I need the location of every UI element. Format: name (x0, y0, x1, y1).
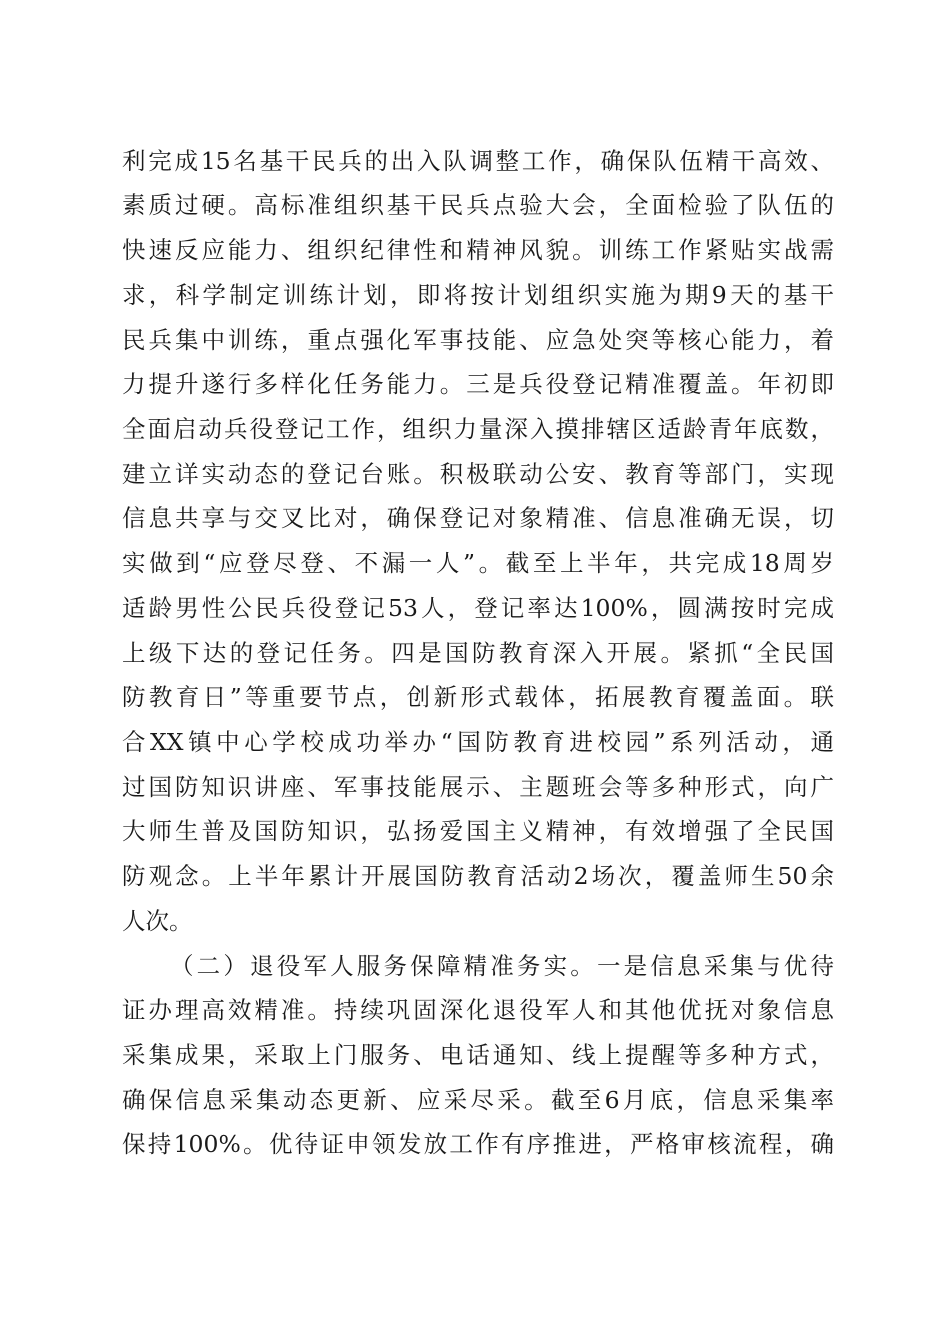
paragraph-line: 大师生普及国防知识，弘扬爱国主义精神，有效增强了全民国 (122, 817, 834, 845)
paragraph-line: 过国防知识讲座、军事技能展示、主题班会等多种形式，向广 (122, 773, 834, 801)
paragraph-line: 素质过硬。高标准组织基干民兵点验大会，全面检验了队伍的 (122, 191, 834, 219)
paragraph-line: 上级下达的登记任务。四是国防教育深入开展。紧抓“全民国 (122, 639, 834, 667)
paragraph-line: 确保信息采集动态更新、应采尽采。截至6月底，信息采集率 (122, 1086, 834, 1114)
paragraph-line: 实做到“应登尽登、不漏一人”。截至上半年，共完成18周岁 (122, 549, 834, 577)
paragraph-line: 力提升遂行多样化任务能力。三是兵役登记精准覆盖。年初即 (122, 370, 834, 398)
paragraph-line: 建立详实动态的登记台账。积极联动公安、教育等部门，实现 (122, 460, 834, 488)
paragraph-line: 适龄男性公民兵役登记53人，登记率达100%，圆满按时完成 (122, 594, 834, 622)
paragraph-line: 防教育日”等重要节点，创新形式载体，拓展教育覆盖面。联 (122, 683, 834, 711)
paragraph-line: 利完成15名基干民兵的出入队调整工作，确保队伍精干高效、 (122, 147, 834, 175)
paragraph-line: 民兵集中训练，重点强化军事技能、应急处突等核心能力，着 (122, 326, 834, 354)
paragraph-line: 证办理高效精准。持续巩固深化退役军人和其他优抚对象信息 (122, 996, 834, 1024)
paragraph-line: 全面启动兵役登记工作，组织力量深入摸排辖区适龄青年底数， (122, 415, 834, 443)
paragraph-line: 保持100%。优待证申领发放工作有序推进，严格审核流程，确 (122, 1130, 834, 1158)
paragraph-line: 信息共享与交叉比对，确保登记对象精准、信息准确无误，切 (122, 504, 834, 532)
paragraph-line: 采集成果，采取上门服务、电话通知、线上提醒等多种方式， (122, 1041, 834, 1069)
section-heading-line: （二）退役军人服务保障精准务实。一是信息采集与优待 (170, 952, 834, 980)
paragraph-line: 防观念。上半年累计开展国防教育活动2场次，覆盖师生50余 (122, 862, 834, 890)
paragraph-line: 人次。 (122, 907, 193, 935)
paragraph-line: 快速反应能力、组织纪律性和精神风貌。训练工作紧贴实战需 (122, 236, 834, 264)
paragraph-line: 合XX镇中心学校成功举办“国防教育进校园”系列活动，通 (122, 728, 834, 756)
paragraph-line: 求，科学制定训练计划，即将按计划组织实施为期9天的基干 (122, 281, 834, 309)
